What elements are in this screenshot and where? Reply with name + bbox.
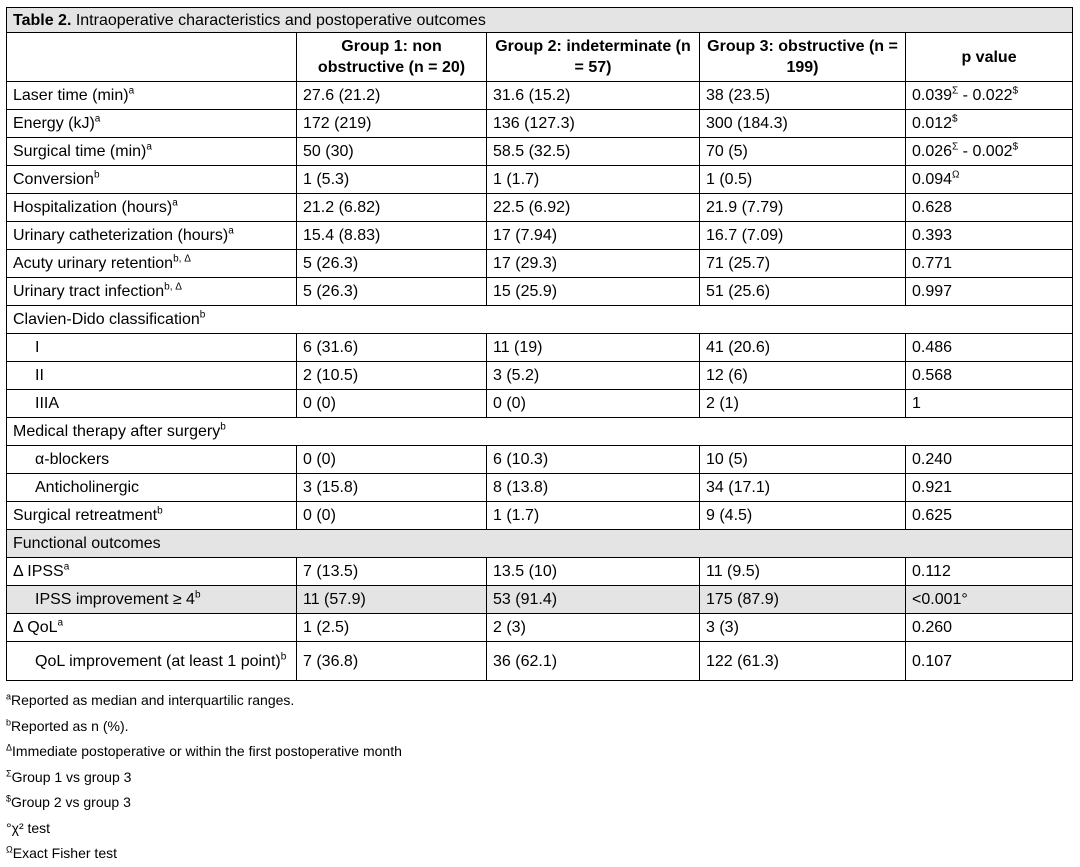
group-1-value: 3 (15.8): [297, 474, 487, 502]
row-label: [7, 278, 297, 306]
footnote-marker: b: [220, 421, 226, 433]
footnote-marker: b, Δ: [164, 281, 182, 293]
row-label: [7, 222, 297, 250]
footnote-marker: b: [280, 651, 287, 663]
group-1-value: 1 (5.3): [297, 166, 487, 194]
footnote: [6, 765, 1072, 791]
footnote-symbol: a: [6, 691, 12, 702]
footnote: [6, 841, 1072, 867]
group-2-value: 17 (7.94): [487, 222, 700, 250]
group-2-value: 1 (1.7): [487, 166, 700, 194]
group-1-value: 15.4 (8.83): [297, 222, 487, 250]
p-value: [906, 642, 1073, 681]
group-3-value: 2 (1): [700, 390, 906, 418]
row-label: [7, 642, 297, 681]
footnote-marker: a: [146, 141, 152, 153]
row-label-text: QoL improvement (at least 1 point): [35, 652, 281, 670]
footnote-symbol: Δ: [6, 742, 13, 753]
group-2-value: 15 (25.9): [487, 278, 700, 306]
footnote: [6, 714, 1072, 740]
section-row: [7, 418, 1073, 446]
group-3-value: 16.7 (7.09): [700, 222, 906, 250]
group-2-value: 6 (10.3): [487, 446, 700, 474]
p-value-text: 0.039: [912, 87, 953, 104]
row-label: [7, 138, 297, 166]
row-label: [7, 110, 297, 138]
row-label-text: Anticholinergic: [35, 479, 140, 496]
table-number: Table 2.: [13, 11, 72, 29]
footnote-text: Reported as n (%).: [11, 717, 129, 734]
row-label-text: II: [35, 367, 44, 384]
footnote-symbol: Σ: [6, 767, 12, 778]
group-3-value: 300 (184.3): [700, 110, 906, 138]
group-1-value: 2 (10.5): [297, 362, 487, 390]
group-1-value: 7 (13.5): [297, 558, 487, 586]
p-value-text: 1: [912, 395, 921, 412]
row-label: [7, 614, 297, 642]
header-group-3: Group 3: obstructive (n = 199): [700, 33, 906, 82]
group-2-value: 58.5 (32.5): [487, 138, 700, 166]
table-row: [7, 222, 1073, 250]
row-label-text: IIIA: [35, 395, 60, 412]
section-row: [7, 306, 1073, 334]
group-3-value: 41 (20.6): [700, 334, 906, 362]
row-label-text: IPSS improvement ≥ 4: [35, 591, 195, 608]
group-1-value: 27.6 (21.2): [297, 82, 487, 110]
row-label-text: α-blockers: [35, 451, 110, 468]
table-row: [7, 614, 1073, 642]
p-value: [906, 502, 1073, 530]
group-3-value: 175 (87.9): [700, 586, 906, 614]
table-row: [7, 474, 1073, 502]
footnote-marker: b: [194, 589, 201, 601]
group-2-value: 31.6 (15.2): [487, 82, 700, 110]
group-3-value: 51 (25.6): [700, 278, 906, 306]
p-value: [906, 82, 1073, 110]
p-value: [906, 362, 1073, 390]
group-3-value: 10 (5): [700, 446, 906, 474]
row-label: [7, 474, 297, 502]
group-3-value: 3 (3): [700, 614, 906, 642]
p-value-text: <0.001°: [912, 591, 968, 608]
group-2-value: 36 (62.1): [487, 642, 700, 681]
row-label-text: Energy (kJ): [13, 115, 95, 132]
group-1-value: 5 (26.3): [297, 278, 487, 306]
table-row: [7, 362, 1073, 390]
footnote: [6, 688, 1072, 714]
table-row: [7, 194, 1073, 222]
footnote-text: Exact Fisher test: [12, 845, 117, 861]
header-p-value: p value: [906, 33, 1073, 82]
group-1-value: 172 (219): [297, 110, 487, 138]
footnote-text: °χ² test: [6, 819, 51, 836]
footnote-marker: b: [199, 309, 206, 321]
row-label-text: Surgical time (min): [13, 143, 147, 160]
table-row: [7, 138, 1073, 166]
header-row: [7, 33, 1073, 82]
footnote-symbol: Ω: [6, 844, 13, 855]
p-value-text: 0.393: [912, 227, 953, 244]
table-title-row: [7, 8, 1073, 33]
p-marker: $: [952, 113, 958, 125]
row-label-text: Urinary catheterization (hours): [13, 227, 229, 244]
group-1-value: 0 (0): [297, 390, 487, 418]
footnote-marker: a: [228, 225, 234, 237]
section-row: [7, 530, 1073, 558]
group-1-value: 7 (36.8): [297, 642, 487, 681]
header-group-2: Group 2: indeterminate (n = 57): [487, 33, 700, 82]
p-marker: Ω: [952, 169, 960, 181]
row-label: [7, 502, 297, 530]
group-3-value: 70 (5): [700, 138, 906, 166]
p-value: [906, 138, 1073, 166]
table-row: [7, 446, 1073, 474]
group-1-value: 11 (57.9): [297, 586, 487, 614]
row-label-text: Surgical retreatment: [13, 507, 158, 524]
p-value-text-2: - 0.002: [958, 143, 1013, 160]
group-2-value: 1 (1.7): [487, 502, 700, 530]
group-2-value: 2 (3): [487, 614, 700, 642]
table-row: [7, 110, 1073, 138]
group-2-value: 22.5 (6.92): [487, 194, 700, 222]
section-text: Functional outcomes: [13, 535, 161, 552]
p-value: [906, 194, 1073, 222]
p-value: [906, 614, 1073, 642]
table-title: [7, 8, 1073, 33]
header-group-1: Group 1: non obstructive (n = 20): [297, 33, 487, 82]
group-2-value: 53 (91.4): [487, 586, 700, 614]
p-value: [906, 558, 1073, 586]
p-value-text: 0.094: [912, 171, 953, 188]
p-value-text: 0.240: [912, 451, 953, 468]
group-1-value: 50 (30): [297, 138, 487, 166]
group-1-value: 6 (31.6): [297, 334, 487, 362]
group-3-value: 38 (23.5): [700, 82, 906, 110]
footnote-marker: b: [157, 505, 163, 517]
p-value-text: 0.997: [912, 283, 953, 300]
table-row: [7, 586, 1073, 614]
p-value: [906, 446, 1073, 474]
row-label-text: Δ IPSS: [13, 563, 64, 580]
p-value: [906, 110, 1073, 138]
group-2-value: 0 (0): [487, 390, 700, 418]
row-label-text: Hospitalization (hours): [13, 199, 173, 216]
group-2-value: 17 (29.3): [487, 250, 700, 278]
row-label: [7, 250, 297, 278]
p-value-text: 0.026: [912, 143, 953, 160]
row-label-text: Acuty urinary retention: [13, 255, 174, 272]
group-2-value: 3 (5.2): [487, 362, 700, 390]
group-1-value: 0 (0): [297, 502, 487, 530]
p-value-text: 0.486: [912, 339, 953, 356]
row-label-text: I: [35, 339, 40, 356]
footnote-marker: a: [63, 561, 70, 573]
p-value-text: 0.628: [912, 199, 953, 216]
group-3-value: 11 (9.5): [700, 558, 906, 586]
footnote: [6, 739, 1072, 765]
row-label: [7, 166, 297, 194]
footnote: [6, 816, 1072, 842]
p-value: [906, 334, 1073, 362]
group-2-value: 136 (127.3): [487, 110, 700, 138]
footnote-marker: b: [93, 169, 100, 181]
table-row: [7, 166, 1073, 194]
group-2-value: 13.5 (10): [487, 558, 700, 586]
section-text: Clavien-Dido classification: [13, 311, 200, 328]
table-row: [7, 558, 1073, 586]
footnote-text: Group 2 vs group 3: [11, 794, 131, 810]
table-row: [7, 502, 1073, 530]
footnote-marker: b, Δ: [173, 253, 191, 265]
group-2-value: 11 (19): [487, 334, 700, 362]
table-row: [7, 334, 1073, 362]
group-3-value: 21.9 (7.79): [700, 194, 906, 222]
footnote-symbol: $: [6, 793, 12, 804]
p-value: [906, 586, 1073, 614]
p-value-text: 0.625: [912, 507, 953, 524]
table-row: [7, 82, 1073, 110]
p-marker: $: [1012, 141, 1019, 153]
table-row: [7, 390, 1073, 418]
section-text: Medical therapy after surgery: [13, 423, 221, 440]
row-label: [7, 586, 297, 614]
p-value: [906, 278, 1073, 306]
group-3-value: 122 (61.3): [700, 642, 906, 681]
footnote-text: Immediate postoperative or within the first postoperative month: [12, 743, 402, 759]
row-label: [7, 82, 297, 110]
p-value-text: 0.107: [912, 652, 953, 670]
row-label: [7, 334, 297, 362]
group-3-value: 1 (0.5): [700, 166, 906, 194]
p-value-text: 0.771: [912, 255, 953, 272]
p-value-text: 0.921: [912, 479, 953, 496]
p-value-text: 0.012: [912, 115, 953, 132]
row-label: [7, 362, 297, 390]
footnote-text: Group 1 vs group 3: [11, 768, 132, 785]
outcomes-table: [6, 7, 1073, 681]
p-marker: $: [1012, 85, 1019, 97]
group-3-value: 9 (4.5): [700, 502, 906, 530]
footnote-marker: a: [94, 113, 101, 125]
row-label-text: Urinary tract infection: [13, 283, 165, 300]
p-value-text: 0.568: [912, 367, 953, 384]
footnote-marker: a: [128, 85, 135, 97]
group-2-value: 8 (13.8): [487, 474, 700, 502]
row-label: [7, 558, 297, 586]
table-row: [7, 642, 1073, 681]
p-value: [906, 166, 1073, 194]
row-label: [7, 390, 297, 418]
footnote-marker: a: [172, 197, 178, 209]
table-row: [7, 250, 1073, 278]
section-label: [7, 530, 1073, 558]
p-value: [906, 222, 1073, 250]
group-1-value: 21.2 (6.82): [297, 194, 487, 222]
header-blank: [7, 33, 297, 82]
row-label-text: Δ QoL: [13, 619, 58, 636]
table-row: [7, 278, 1073, 306]
p-value-text: 0.260: [912, 619, 953, 636]
row-label-text: Conversion: [13, 171, 94, 188]
group-3-value: 34 (17.1): [700, 474, 906, 502]
group-1-value: 1 (2.5): [297, 614, 487, 642]
footnote: [6, 790, 1072, 816]
p-value-text: 0.112: [912, 563, 951, 580]
footnote-symbol: b: [6, 716, 12, 727]
section-label: [7, 306, 1073, 334]
p-marker: Σ: [952, 85, 959, 97]
p-value: [906, 474, 1073, 502]
row-label: [7, 446, 297, 474]
group-3-value: 12 (6): [700, 362, 906, 390]
group-1-value: 5 (26.3): [297, 250, 487, 278]
p-value: [906, 390, 1073, 418]
row-label: [7, 194, 297, 222]
footnote-marker: a: [57, 617, 64, 629]
p-marker: Σ: [952, 141, 959, 153]
footnote-text: Reported as median and interquartilic ranges.: [11, 692, 295, 708]
table-caption: Intraoperative characteristics and postoperative outcomes: [71, 11, 486, 29]
group-1-value: 0 (0): [297, 446, 487, 474]
section-label: [7, 418, 1073, 446]
group-3-value: 71 (25.7): [700, 250, 906, 278]
footnotes: [6, 688, 1072, 867]
p-value-text-2: - 0.022: [958, 87, 1013, 104]
row-label-text: Laser time (min): [13, 87, 129, 104]
p-value: [906, 250, 1073, 278]
